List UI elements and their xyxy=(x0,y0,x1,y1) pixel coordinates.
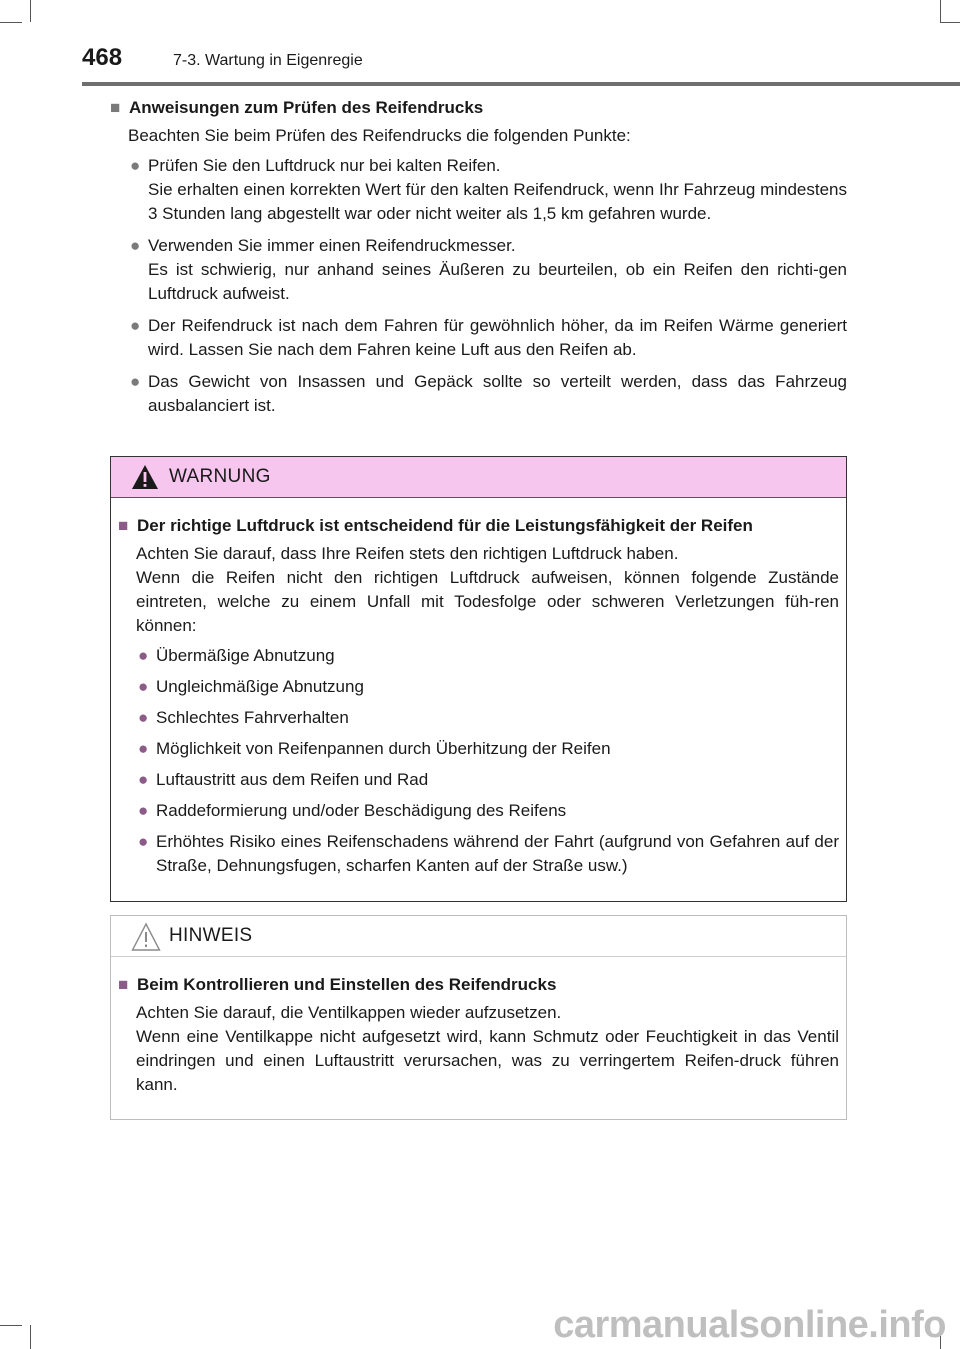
warning-list-item xyxy=(118,799,839,823)
section-title: 7-3. Wartung in Eigenregie xyxy=(173,52,363,69)
warning-list-item xyxy=(118,706,839,730)
warning-line: Achten Sie darauf, dass Ihre Reifen stets den richtigen Luftdruck haben. xyxy=(136,544,679,563)
round-bullet-icon: ● xyxy=(138,770,149,789)
hint-heading-text: Beim Kontrollieren und Einstellen des Reifendrucks xyxy=(137,975,557,994)
warning-label: WARNUNG xyxy=(169,466,271,487)
list-item xyxy=(110,234,847,306)
list-item xyxy=(110,370,847,418)
hint-label: HINWEIS xyxy=(169,925,253,946)
list-item xyxy=(110,154,847,226)
round-bullet-icon: ● xyxy=(138,801,149,820)
crop-mark xyxy=(940,0,941,22)
section-heading-text: Anweisungen zum Prüfen des Reifendrucks xyxy=(129,98,484,117)
section-heading xyxy=(110,96,847,120)
hint-box-body xyxy=(111,957,846,1097)
warning-list-item xyxy=(118,830,839,878)
warning-heading-text: Der richtige Luftdruck ist entscheidend für die Leistungsfähigkeit der Reifen xyxy=(137,516,753,535)
list-item-lead: Verwenden Sie immer einen Reifendruckmesser. xyxy=(148,236,516,255)
round-bullet-icon: ● xyxy=(138,646,149,665)
intro-text: Beachten Sie beim Prüfen des Reifendrucks die folgenden Punkte: xyxy=(128,126,631,145)
hint-box-header xyxy=(111,916,846,957)
square-bullet-icon: ■ xyxy=(118,975,129,994)
round-bullet-icon: ● xyxy=(130,156,141,175)
main-content xyxy=(110,96,847,426)
round-bullet-icon: ● xyxy=(138,677,149,696)
warning-line: Wenn die Reifen nicht den richtigen Luftdruck aufweisen, können folgende Zustände eintreten, welche zu einem Unfall mit Todesfolge oder schweren Verletzungen füh-ren können: xyxy=(136,568,839,635)
warning-list-item xyxy=(118,737,839,761)
hint-text xyxy=(136,1001,839,1097)
caution-triangle-outline-icon xyxy=(131,922,161,952)
square-bullet-icon: ■ xyxy=(110,98,121,117)
warning-box-header xyxy=(111,457,846,498)
warning-heading xyxy=(118,514,839,538)
warning-list-item-text: Möglichkeit von Reifenpannen durch Überhitzung der Reifen xyxy=(156,739,611,758)
warning-list-item xyxy=(118,644,839,668)
round-bullet-icon: ● xyxy=(130,372,141,391)
warning-list-item-text: Luftaustritt aus dem Reifen und Rad xyxy=(156,770,429,789)
warning-list-item-text: Ungleichmäßige Abnutzung xyxy=(156,677,364,696)
round-bullet-icon: ● xyxy=(138,739,149,758)
warning-box xyxy=(110,456,847,902)
round-bullet-icon: ● xyxy=(130,316,141,335)
warning-list-item-text: Raddeformierung und/oder Beschädigung des Reifens xyxy=(156,801,567,820)
round-bullet-icon: ● xyxy=(138,708,149,727)
list-item-text: Sie erhalten einen korrekten Wert für den kalten Reifendruck, wenn Ihr Fahrzeug mindestens 3 Stunden lang abgestellt war oder nicht weiter als 1,5 km gefahren wurde. xyxy=(148,180,847,223)
warning-list-item-text: Übermäßige Abnutzung xyxy=(156,646,335,665)
hint-heading xyxy=(118,973,839,997)
crop-mark xyxy=(940,22,960,23)
warning-list-item xyxy=(118,768,839,792)
crop-mark xyxy=(0,1325,22,1326)
round-bullet-icon: ● xyxy=(130,236,141,255)
hint-line: Wenn eine Ventilkappe nicht aufgesetzt wird, kann Schmutz oder Feuchtigkeit in das Ventil eindringen und einen Luftaustritt verursachen, was zu verringertem Reifen-druck führen kann. xyxy=(136,1027,839,1094)
list-item-lead: Das Gewicht von Insassen und Gepäck sollte so verteilt werden, dass das Fahrzeug ausbalanciert ist. xyxy=(148,372,847,415)
crop-mark xyxy=(0,22,22,23)
header-divider xyxy=(82,82,960,86)
warning-text xyxy=(136,542,839,638)
warning-box-body xyxy=(111,498,846,878)
list-item-lead: Der Reifendruck ist nach dem Fahren für gewöhnlich höher, da im Reifen Wärme generiert wird. Lassen Sie nach dem Fahren keine Luft aus den Reifen ab. xyxy=(148,316,847,359)
list-item-text: Es ist schwierig, nur anhand seines Äußeren zu beurteilen, ob ein Reifen den richti-gen Luftdruck aufweist. xyxy=(148,260,847,303)
hint-line: Achten Sie darauf, die Ventilkappen wieder aufzusetzen. xyxy=(136,1003,562,1022)
list-item xyxy=(110,314,847,362)
warning-list-item-text: Erhöhtes Risiko eines Reifenschadens während der Fahrt (aufgrund von Gefahren auf der Straße, Dehnungsfugen, scharfen Kanten auf der Straße usw.) xyxy=(156,832,839,875)
watermark: carmanualsonline.info xyxy=(553,1304,946,1346)
crop-mark xyxy=(30,0,31,22)
page-number: 468 xyxy=(82,44,123,71)
square-bullet-icon: ■ xyxy=(118,516,129,535)
warning-triangle-icon xyxy=(131,463,159,491)
crop-mark xyxy=(30,1325,31,1349)
warning-list-item xyxy=(118,675,839,699)
warning-list-item-text: Schlechtes Fahrverhalten xyxy=(156,708,349,727)
round-bullet-icon: ● xyxy=(138,832,149,851)
hint-box xyxy=(110,915,847,1120)
list-item-lead: Prüfen Sie den Luftdruck nur bei kalten Reifen. xyxy=(148,156,501,175)
